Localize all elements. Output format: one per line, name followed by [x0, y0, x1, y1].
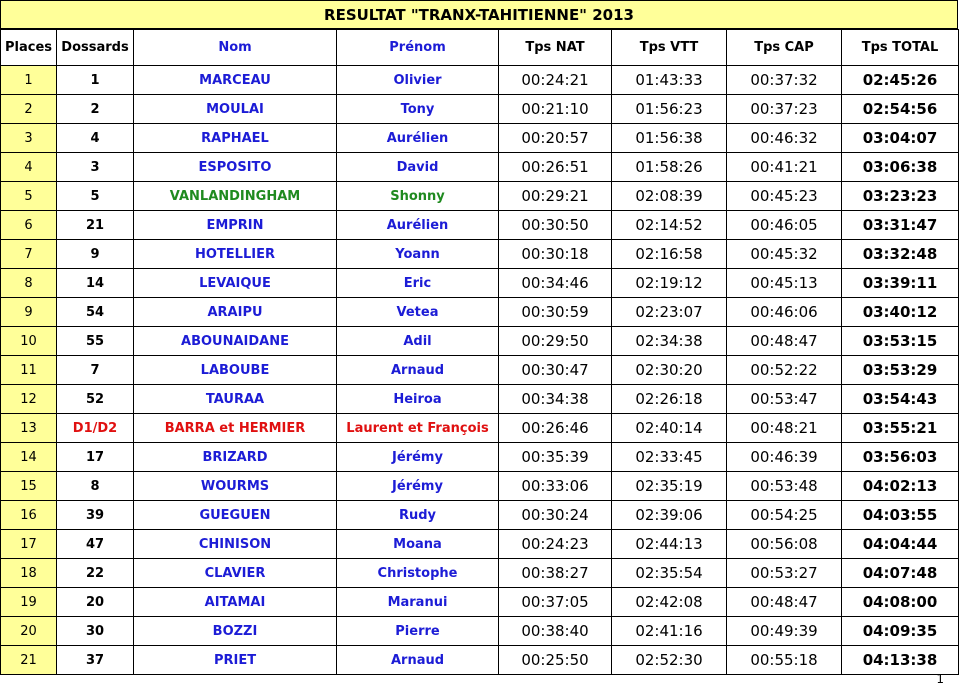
tps-nat-cell: 00:24:21	[499, 66, 612, 95]
dossard-cell: 37	[57, 646, 134, 675]
tps-cap-cell: 00:48:47	[727, 588, 842, 617]
table-row	[1, 182, 959, 211]
tps-cap-cell: 00:45:23	[727, 182, 842, 211]
header-row	[1, 30, 959, 66]
tps-vtt-cell: 02:40:14	[612, 414, 727, 443]
dossard-cell: 47	[57, 530, 134, 559]
dossard-cell: 14	[57, 269, 134, 298]
table-row	[1, 385, 959, 414]
prenom-cell: Shonny	[337, 182, 499, 211]
tps-cap-cell: 00:45:32	[727, 240, 842, 269]
table-row	[1, 327, 959, 356]
table-row	[1, 646, 959, 675]
place-cell: 21	[1, 646, 57, 675]
place-cell: 4	[1, 153, 57, 182]
tps-cap-cell: 00:41:21	[727, 153, 842, 182]
tps-cap-cell: 00:37:23	[727, 95, 842, 124]
nom-cell: CHINISON	[134, 530, 337, 559]
tps-cap-cell: 00:45:13	[727, 269, 842, 298]
tps-nat-cell: 00:38:40	[499, 617, 612, 646]
place-cell: 3	[1, 124, 57, 153]
prenom-cell: Moana	[337, 530, 499, 559]
results-table	[0, 29, 959, 675]
nom-cell: GUEGUEN	[134, 501, 337, 530]
place-cell: 6	[1, 211, 57, 240]
tps-cap-cell: 00:46:39	[727, 443, 842, 472]
table-row	[1, 501, 959, 530]
tps-vtt-cell: 01:56:38	[612, 124, 727, 153]
table-row	[1, 472, 959, 501]
nom-cell: BOZZI	[134, 617, 337, 646]
tps-vtt-cell: 02:16:58	[612, 240, 727, 269]
dossard-cell: 20	[57, 588, 134, 617]
prenom-cell: Arnaud	[337, 646, 499, 675]
tps-vtt-cell: 01:56:23	[612, 95, 727, 124]
tps-total-cell: 04:02:13	[842, 472, 959, 501]
col-header-places: Places	[1, 30, 57, 66]
place-cell: 11	[1, 356, 57, 385]
tps-vtt-cell: 02:52:30	[612, 646, 727, 675]
nom-cell: CLAVIER	[134, 559, 337, 588]
results-body	[1, 66, 959, 675]
place-cell: 19	[1, 588, 57, 617]
tps-vtt-cell: 02:44:13	[612, 530, 727, 559]
tps-nat-cell: 00:33:06	[499, 472, 612, 501]
tps-nat-cell: 00:34:46	[499, 269, 612, 298]
prenom-cell: Christophe	[337, 559, 499, 588]
col-header-tps-nat: Tps NAT	[499, 30, 612, 66]
place-cell: 12	[1, 385, 57, 414]
tps-total-cell: 03:06:38	[842, 153, 959, 182]
nom-cell: WOURMS	[134, 472, 337, 501]
tps-total-cell: 03:53:15	[842, 327, 959, 356]
prenom-cell: Jérémy	[337, 443, 499, 472]
table-row	[1, 617, 959, 646]
nom-cell: ESPOSITO	[134, 153, 337, 182]
table-row	[1, 588, 959, 617]
col-header-dossards: Dossards	[57, 30, 134, 66]
nom-cell: MOULAI	[134, 95, 337, 124]
tps-total-cell: 04:04:44	[842, 530, 959, 559]
dossard-cell: 52	[57, 385, 134, 414]
tps-cap-cell: 00:49:39	[727, 617, 842, 646]
tps-vtt-cell: 01:58:26	[612, 153, 727, 182]
nom-cell: EMPRIN	[134, 211, 337, 240]
tps-nat-cell: 00:20:57	[499, 124, 612, 153]
tps-total-cell: 03:40:12	[842, 298, 959, 327]
table-row	[1, 211, 959, 240]
dossard-cell: 3	[57, 153, 134, 182]
prenom-cell: Laurent et François	[337, 414, 499, 443]
dossard-cell: 4	[57, 124, 134, 153]
document-title: RESULTAT "TRANX-TAHITIENNE" 2013	[0, 0, 958, 29]
prenom-cell: Jérémy	[337, 472, 499, 501]
tps-vtt-cell: 02:14:52	[612, 211, 727, 240]
table-row	[1, 124, 959, 153]
tps-cap-cell: 00:53:48	[727, 472, 842, 501]
prenom-cell: Heiroa	[337, 385, 499, 414]
tps-total-cell: 03:31:47	[842, 211, 959, 240]
table-row	[1, 414, 959, 443]
dossard-cell: 2	[57, 95, 134, 124]
dossard-cell: 8	[57, 472, 134, 501]
tps-total-cell: 03:55:21	[842, 414, 959, 443]
tps-total-cell: 03:53:29	[842, 356, 959, 385]
prenom-cell: Yoann	[337, 240, 499, 269]
tps-cap-cell: 00:48:47	[727, 327, 842, 356]
col-header-tps-cap: Tps CAP	[727, 30, 842, 66]
table-row	[1, 269, 959, 298]
place-cell: 7	[1, 240, 57, 269]
prenom-cell: Adil	[337, 327, 499, 356]
col-header-nom: Nom	[134, 30, 337, 66]
table-row	[1, 240, 959, 269]
prenom-cell: Arnaud	[337, 356, 499, 385]
nom-cell: MARCEAU	[134, 66, 337, 95]
nom-cell: LABOUBE	[134, 356, 337, 385]
nom-cell: BRIZARD	[134, 443, 337, 472]
page-number: 1	[936, 672, 944, 686]
dossard-cell: D1/D2	[57, 414, 134, 443]
tps-nat-cell: 00:21:10	[499, 95, 612, 124]
dossard-cell: 55	[57, 327, 134, 356]
tps-nat-cell: 00:38:27	[499, 559, 612, 588]
dossard-cell: 39	[57, 501, 134, 530]
tps-cap-cell: 00:55:18	[727, 646, 842, 675]
tps-cap-cell: 00:46:05	[727, 211, 842, 240]
dossard-cell: 22	[57, 559, 134, 588]
table-row	[1, 95, 959, 124]
place-cell: 10	[1, 327, 57, 356]
tps-vtt-cell: 02:39:06	[612, 501, 727, 530]
tps-nat-cell: 00:26:46	[499, 414, 612, 443]
col-header-tps-total: Tps TOTAL	[842, 30, 959, 66]
tps-nat-cell: 00:29:50	[499, 327, 612, 356]
tps-vtt-cell: 02:08:39	[612, 182, 727, 211]
tps-cap-cell: 00:53:47	[727, 385, 842, 414]
place-cell: 18	[1, 559, 57, 588]
tps-vtt-cell: 02:23:07	[612, 298, 727, 327]
prenom-cell: Pierre	[337, 617, 499, 646]
tps-vtt-cell: 02:33:45	[612, 443, 727, 472]
tps-total-cell: 02:54:56	[842, 95, 959, 124]
tps-vtt-cell: 02:30:20	[612, 356, 727, 385]
place-cell: 2	[1, 95, 57, 124]
tps-nat-cell: 00:35:39	[499, 443, 612, 472]
place-cell: 9	[1, 298, 57, 327]
tps-nat-cell: 00:24:23	[499, 530, 612, 559]
prenom-cell: Aurélien	[337, 211, 499, 240]
tps-cap-cell: 00:54:25	[727, 501, 842, 530]
col-header-prenom: Prénom	[337, 30, 499, 66]
place-cell: 20	[1, 617, 57, 646]
prenom-cell: Olivier	[337, 66, 499, 95]
tps-cap-cell: 00:48:21	[727, 414, 842, 443]
place-cell: 15	[1, 472, 57, 501]
nom-cell: PRIET	[134, 646, 337, 675]
tps-nat-cell: 00:30:24	[499, 501, 612, 530]
tps-total-cell: 03:23:23	[842, 182, 959, 211]
tps-nat-cell: 00:29:21	[499, 182, 612, 211]
tps-vtt-cell: 02:41:16	[612, 617, 727, 646]
dossard-cell: 54	[57, 298, 134, 327]
nom-cell: RAPHAEL	[134, 124, 337, 153]
dossard-cell: 7	[57, 356, 134, 385]
table-row	[1, 298, 959, 327]
tps-total-cell: 03:56:03	[842, 443, 959, 472]
tps-nat-cell: 00:30:59	[499, 298, 612, 327]
tps-vtt-cell: 02:19:12	[612, 269, 727, 298]
place-cell: 17	[1, 530, 57, 559]
nom-cell: VANLANDINGHAM	[134, 182, 337, 211]
tps-total-cell: 04:09:35	[842, 617, 959, 646]
tps-total-cell: 04:03:55	[842, 501, 959, 530]
tps-total-cell: 03:39:11	[842, 269, 959, 298]
prenom-cell: Tony	[337, 95, 499, 124]
tps-total-cell: 04:13:38	[842, 646, 959, 675]
place-cell: 13	[1, 414, 57, 443]
nom-cell: AITAMAI	[134, 588, 337, 617]
tps-total-cell: 04:08:00	[842, 588, 959, 617]
prenom-cell: Eric	[337, 269, 499, 298]
nom-cell: LEVAIQUE	[134, 269, 337, 298]
tps-vtt-cell: 02:35:19	[612, 472, 727, 501]
dossard-cell: 30	[57, 617, 134, 646]
tps-cap-cell: 00:46:06	[727, 298, 842, 327]
prenom-cell: Rudy	[337, 501, 499, 530]
tps-vtt-cell: 02:26:18	[612, 385, 727, 414]
table-row	[1, 559, 959, 588]
prenom-cell: David	[337, 153, 499, 182]
table-row	[1, 66, 959, 95]
dossard-cell: 1	[57, 66, 134, 95]
tps-nat-cell: 00:34:38	[499, 385, 612, 414]
nom-cell: ARAIPU	[134, 298, 337, 327]
col-header-tps-vtt: Tps VTT	[612, 30, 727, 66]
place-cell: 1	[1, 66, 57, 95]
tps-total-cell: 03:54:43	[842, 385, 959, 414]
nom-cell: BARRA et HERMIER	[134, 414, 337, 443]
tps-cap-cell: 00:52:22	[727, 356, 842, 385]
table-row	[1, 530, 959, 559]
dossard-cell: 17	[57, 443, 134, 472]
place-cell: 14	[1, 443, 57, 472]
tps-nat-cell: 00:25:50	[499, 646, 612, 675]
tps-cap-cell: 00:37:32	[727, 66, 842, 95]
place-cell: 16	[1, 501, 57, 530]
prenom-cell: Maranui	[337, 588, 499, 617]
tps-nat-cell: 00:30:50	[499, 211, 612, 240]
table-row	[1, 153, 959, 182]
place-cell: 5	[1, 182, 57, 211]
dossard-cell: 9	[57, 240, 134, 269]
nom-cell: ABOUNAIDANE	[134, 327, 337, 356]
tps-cap-cell: 00:53:27	[727, 559, 842, 588]
table-row	[1, 356, 959, 385]
tps-nat-cell: 00:37:05	[499, 588, 612, 617]
nom-cell: TAURAA	[134, 385, 337, 414]
table-row	[1, 443, 959, 472]
dossard-cell: 5	[57, 182, 134, 211]
tps-total-cell: 03:04:07	[842, 124, 959, 153]
tps-nat-cell: 00:30:18	[499, 240, 612, 269]
prenom-cell: Aurélien	[337, 124, 499, 153]
place-cell: 8	[1, 269, 57, 298]
tps-nat-cell: 00:30:47	[499, 356, 612, 385]
tps-vtt-cell: 02:35:54	[612, 559, 727, 588]
dossard-cell: 21	[57, 211, 134, 240]
prenom-cell: Vetea	[337, 298, 499, 327]
tps-vtt-cell: 01:43:33	[612, 66, 727, 95]
nom-cell: HOTELLIER	[134, 240, 337, 269]
tps-vtt-cell: 02:34:38	[612, 327, 727, 356]
tps-cap-cell: 00:56:08	[727, 530, 842, 559]
tps-cap-cell: 00:46:32	[727, 124, 842, 153]
tps-total-cell: 03:32:48	[842, 240, 959, 269]
tps-nat-cell: 00:26:51	[499, 153, 612, 182]
tps-total-cell: 04:07:48	[842, 559, 959, 588]
tps-total-cell: 02:45:26	[842, 66, 959, 95]
tps-vtt-cell: 02:42:08	[612, 588, 727, 617]
